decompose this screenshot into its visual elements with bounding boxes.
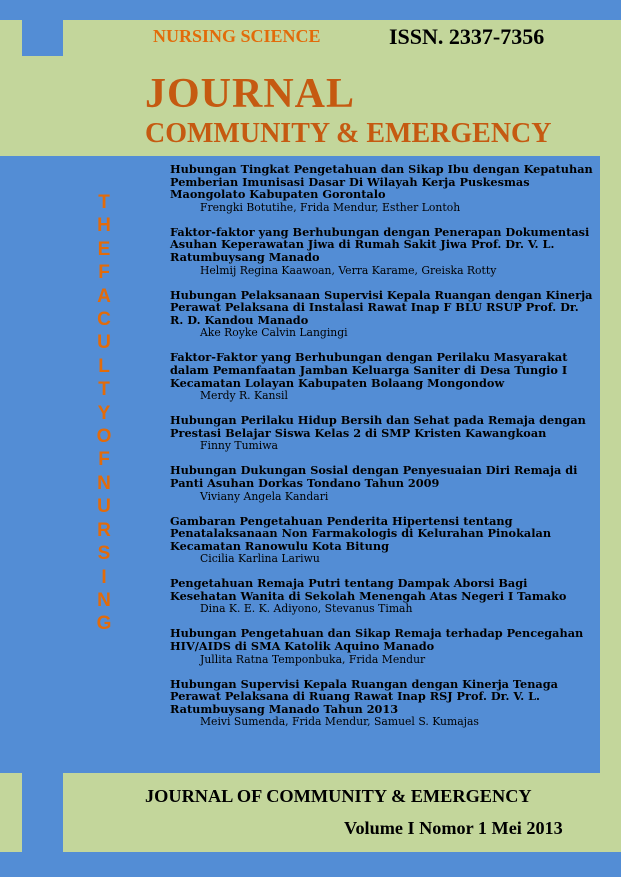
footer-volume: Volume I Nomor 1 Mei 2013 bbox=[344, 818, 563, 838]
vertical-letter: T bbox=[98, 192, 110, 213]
article-title: Hubungan Tingkat Pengetahuan dan Sikap Ibu dengan Kepatuhan Pemberian Imunisasi Dasar Di Wilayah Kerja Puskesmas Maongolato Kabupaten Gorontalo bbox=[170, 162, 593, 202]
article-title: Gambaran Pengetahuan Penderita Hipertensi tentang Penatalaksanaan Non Farmakologis di Kelurahan Pinokalan Kecamatan Ranowulu Kota Bitung bbox=[170, 513, 552, 553]
vertical-letter: Y bbox=[97, 402, 111, 424]
article-title: Hubungan Dukungan Sosial dengan Penyesuaian Diri Remaja di Panti Asuhan Dorkas Tondano Tahun 2009 bbox=[170, 463, 578, 490]
cover-blue-band-top bbox=[0, 0, 621, 20]
article-title: Hubungan Supervisi Kepala Ruangan dengan Kinerja Tenaga Perawat Pelaksana di Ruang Rawat Inap RSJ Prof. Dr. V. L. Ratumbuysang Manado Tahun 2013 bbox=[170, 676, 558, 716]
article-title: Pengetahuan Remaja Putri tentang Dampak Aborsi Bagi Kesehatan Wanita di Sekolah Menengah Atas Negeri I Tamako bbox=[170, 576, 567, 603]
article-entry bbox=[170, 627, 595, 665]
cover-footer-band bbox=[145, 773, 600, 852]
article-authors: Frengki Botutihe, Frida Mendur, Esther Lontoh bbox=[200, 200, 461, 214]
article-authors: Ake Royke Calvin Langingi bbox=[200, 326, 348, 340]
article-authors: Finny Tumiwa bbox=[200, 439, 278, 453]
vertical-letter: R bbox=[97, 519, 111, 541]
cover-blue-band-bottom bbox=[0, 852, 621, 877]
article-entry bbox=[170, 515, 595, 566]
vertical-letter: F bbox=[98, 449, 110, 471]
vertical-letter: E bbox=[97, 238, 111, 260]
series-label: NURSING SCIENCE bbox=[153, 26, 321, 46]
faculty-vertical-text bbox=[63, 191, 145, 636]
journal-title-main: JOURNAL bbox=[145, 71, 356, 117]
table-of-contents bbox=[170, 163, 595, 740]
vertical-letter: S bbox=[97, 543, 111, 565]
article-title: Faktor-Faktor yang Berhubungan dengan Perilaku Masyarakat dalam Pemanfaatan Jamban Keluarga Saniter di Desa Tungio I Kecamatan Lolayan Kabupaten Bolaang Mongondow bbox=[170, 350, 568, 390]
article-authors: Dina K. E. K. Adiyono, Stevanus Timah bbox=[200, 602, 413, 616]
article-entry bbox=[170, 678, 595, 729]
journal-title-sub: COMMUNITY & EMERGENCY bbox=[145, 118, 552, 149]
vertical-letter: O bbox=[96, 426, 112, 448]
vertical-letter: I bbox=[101, 566, 107, 588]
article-authors: Jullita Ratna Temponbuka, Frida Mendur bbox=[200, 652, 426, 666]
article-entry bbox=[170, 351, 595, 402]
cover-green-block bbox=[63, 773, 145, 852]
article-authors: Cicilia Karlina Lariwu bbox=[200, 552, 320, 566]
article-entry bbox=[170, 577, 595, 615]
article-authors: Viviany Angela Kandari bbox=[200, 489, 329, 503]
vertical-letter: C bbox=[97, 309, 111, 331]
vertical-letter: U bbox=[97, 332, 111, 354]
vertical-letter: U bbox=[97, 496, 111, 518]
vertical-letter: H bbox=[97, 215, 111, 237]
article-entry bbox=[170, 464, 595, 502]
article-title: Faktor-faktor yang Berhubungan dengan Penerapan Dokumentasi Asuhan Keperawatan Jiwa di Rumah Sakit Jiwa Prof. Dr. V. L. Ratumbuysang Manado bbox=[170, 224, 590, 264]
cover-green-block bbox=[0, 773, 22, 852]
vertical-letter: L bbox=[98, 355, 110, 377]
vertical-letter: N bbox=[97, 472, 111, 494]
article-authors: Meivi Sumenda, Frida Mendur, Samuel S. Kumajas bbox=[200, 715, 479, 729]
article-entry bbox=[170, 163, 595, 214]
article-authors: Merdy R. Kansil bbox=[200, 389, 288, 403]
article-entry bbox=[170, 226, 595, 277]
article-title: Hubungan Pelaksanaan Supervisi Kepala Ruangan dengan Kinerja Perawat Pelaksana di Instalasi Rawat Inap F BLU RSUP Prof. Dr. R. D. Kandou Manado bbox=[170, 287, 593, 327]
vertical-letter: G bbox=[96, 613, 112, 635]
article-title: Hubungan Pengetahuan dan Sikap Remaja terhadap Pencegahan HIV/AIDS di SMA Katolik Aquino Manado bbox=[170, 626, 584, 654]
article-entry bbox=[170, 289, 595, 340]
article-title: Hubungan Perilaku Hidup Bersih dan Sehat pada Remaja dengan Prestasi Belajar Siswa Kelas 2 di SMP Kristen Kawangkoan bbox=[170, 413, 586, 440]
article-entry bbox=[170, 414, 595, 452]
vertical-letter: N bbox=[97, 589, 111, 611]
article-authors: Helmij Regina Kaawoan, Verra Karame, Greiska Rotty bbox=[200, 263, 497, 277]
footer-journal-name: JOURNAL OF COMMUNITY & EMERGENCY bbox=[145, 786, 532, 806]
issn-label: ISSN. 2337-7356 bbox=[389, 24, 545, 49]
vertical-letter: A bbox=[97, 285, 111, 307]
vertical-letter: F bbox=[98, 262, 110, 284]
vertical-letter: T bbox=[98, 379, 110, 401]
